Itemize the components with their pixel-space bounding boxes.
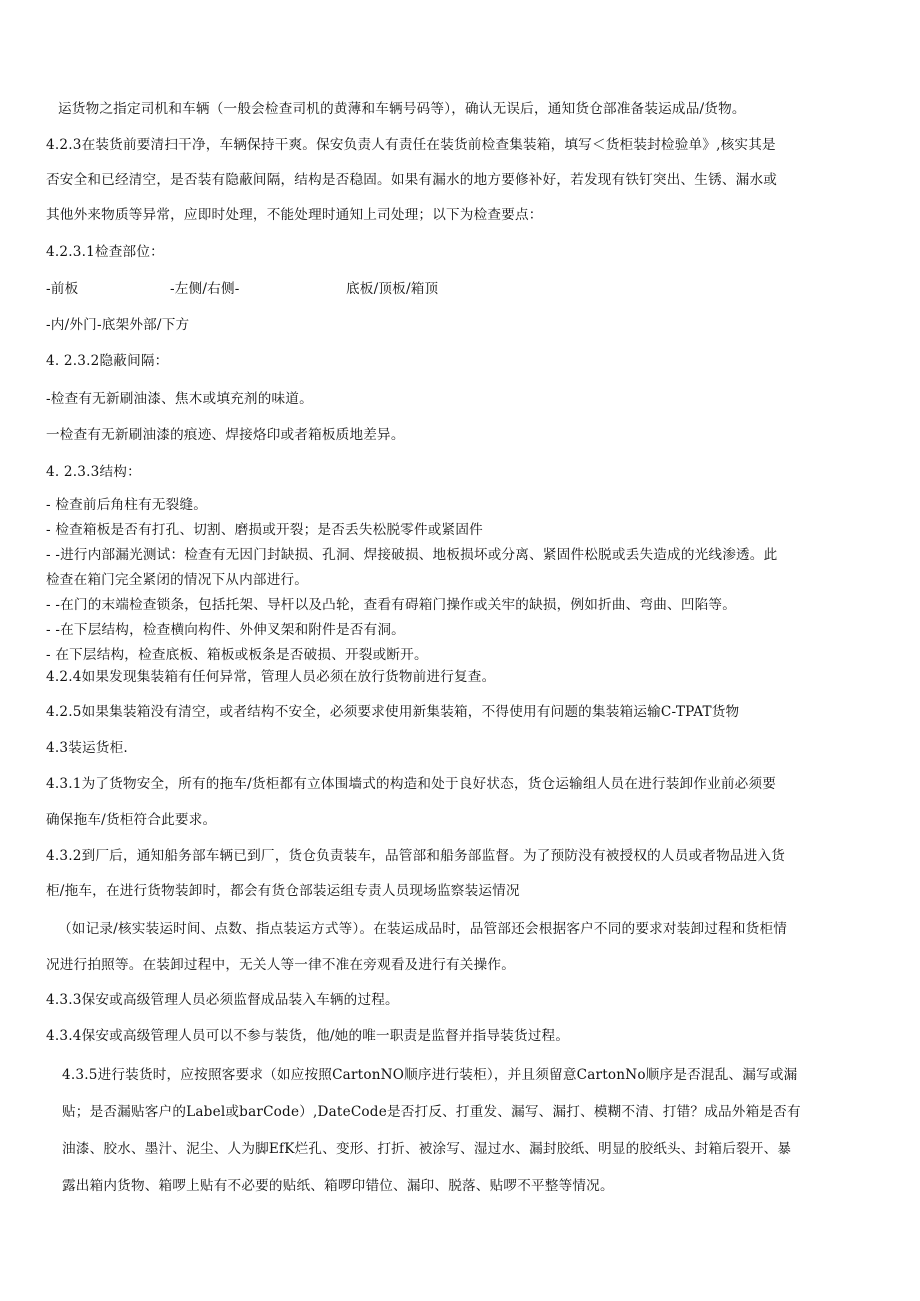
text-line: 运货物之指定司机和车辆（一般会检查司机的黄薄和车辆号码等），确认无误后，通知货仓部准备装运成品/货物。 (58, 101, 746, 117)
text-line: -检查有无新刷油漆、焦木或填充剂的味道。 (46, 391, 313, 407)
text-line: 4.3装运货柜. (46, 740, 128, 756)
text-line: 4.3.4保安或高级管理人员可以不参与装货，他/她的唯一职责是监督并指导装货过程。 (46, 1028, 570, 1044)
text-line: 况进行拍照等。在装卸过程中，无关人等一律不准在旁观看及进行有关操作。 (46, 957, 515, 973)
text-line: - 检查箱板是否有打孔、切割、磨损或开裂；是否丢失松脱零件或紧固件 (46, 522, 483, 538)
text-line: - 检查前后角柱有无裂缝。 (46, 497, 208, 513)
text-line: 贴；是否漏贴客户的Label或barCode）,DateCode是否打反、打重发、漏写、漏打、模糊不清、打错？成品外箱是否有 (62, 1104, 801, 1120)
text-line: - 在下层结构，检查底板、箱板或板条是否破损、开裂或断开。 (46, 647, 428, 663)
text-line: - -进行内部漏光测试：检查有无因门封缺损、孔洞、焊接破损、地板损坏或分离、紧固件松脱或丢失造成的光线渗透。此 (46, 547, 778, 563)
text-line: - -在下层结构，检查横向构件、外伸叉架和附件是否有洞。 (46, 622, 405, 638)
text-line: 其他外来物质等异常，应即时处理，不能处理时通知上司处理；以下为检查要点： (46, 207, 543, 223)
text-line: 一检查有无新刷油漆的痕迹、焊接烙印或者箱板质地差异。 (46, 427, 405, 443)
text-line: 4.2.4如果发现集装箱有任何异常，管理人员必须在放行货物前进行复查。 (46, 669, 496, 685)
text-line: 4.2.3在装货前要清扫干净，车辆保持干爽。保安负责人有责任在装货前检查集装箱，填写＜货柜装封检验单》,核实其是 (46, 137, 776, 153)
text-line: 露出箱内货物、箱啰上贴有不必要的贴纸、箱啰印错位、漏印、脱落、贴啰不平整等情况。 (62, 1178, 614, 1194)
text-line: -左侧/右侧- (170, 281, 240, 297)
text-line: 油漆、胶水、墨汁、泥尘、人为脚EfK烂孔、变形、打折、被涂写、湿过水、漏封胶纸、明显的胶纸头、封箱后裂开、暴 (62, 1141, 792, 1157)
text-line: 4.3.1为了货物安全，所有的拖车/货柜都有立体围墙式的构造和处于良好状态，货仓运输组人员在进行装卸作业前必须要 (46, 776, 777, 792)
text-line: 柜/拖车，在进行货物装卸时，都会有货仓部装运组专责人员现场监察装运情况 (46, 883, 520, 899)
text-line: 确保拖车/货柜符合此要求。 (46, 812, 217, 828)
text-line: 底板/顶板/箱顶 (346, 281, 439, 297)
text-line: （如记录/核实装运时间、点数、指点装运方式等）。在装运成品时，品管部还会根据客户不同的要求对装卸过程和货柜情 (58, 921, 788, 937)
text-line: 4. 2.3.3结构： (46, 464, 141, 480)
text-line: -内/外门-底架外部/下方 (46, 317, 190, 333)
text-line: 4.2.5如果集装箱没有清空，或者结构不安全，必须要求使用新集装箱，不得使用有问题的集装箱运输C-TPAT货物 (46, 704, 740, 720)
text-line: 4.3.2到厂后，通知船务部车辆已到厂，货仓负责装车，品管部和船务部监督。为了预防没有被授权的人员或者物品进入货 (46, 848, 786, 864)
text-line: 4.2.3.1检查部位： (46, 244, 164, 260)
text-line: 4.3.5进行装货时，应按照客要求（如应按照CartonNO顺序进行装柜），并且须留意CartonNo顺序是否混乱、漏写或漏 (62, 1067, 798, 1083)
text-line: - -在门的末端检查锁条，包括托架、导杆以及凸轮，查看有碍箱门操作或关牢的缺损，例如折曲、弯曲、凹陷等。 (46, 597, 736, 613)
text-line: 4. 2.3.2隐蔽间隔： (46, 353, 169, 369)
text-line: 4.3.3保安或高级管理人员必须监督成品装入车辆的过程。 (46, 992, 399, 1008)
text-line: 检查在箱门完全紧闭的情况下从内部进行。 (46, 572, 309, 588)
text-line: 否安全和已经清空，是否装有隐蔽间隔，结构是否稳固。如果有漏水的地方要修补好，若发现有铁钉突出、生锈、漏水或 (46, 172, 778, 188)
text-line: -前板 (46, 281, 79, 297)
